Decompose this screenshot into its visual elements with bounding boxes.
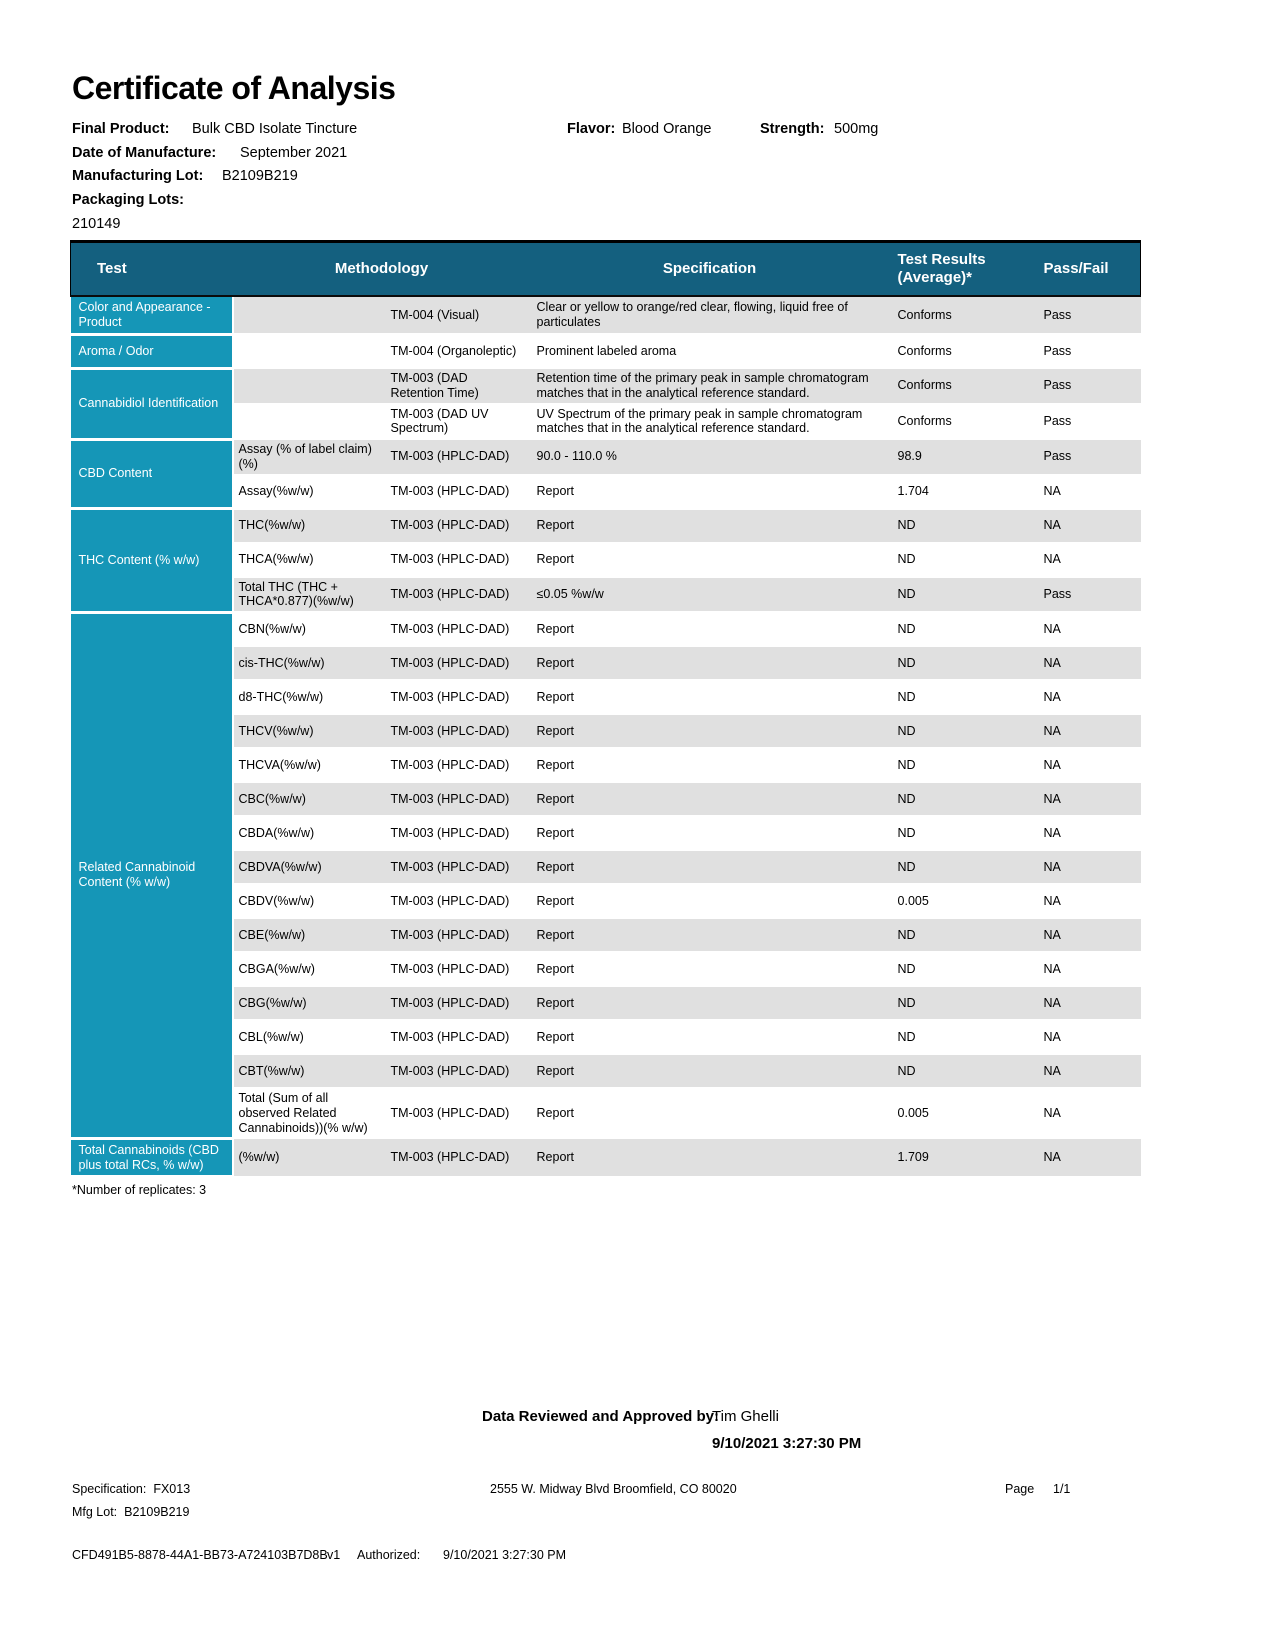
analyte-cell: CBG(%w/w): [233, 986, 386, 1020]
test-group-cell: Total Cannabinoids (CBD plus total RCs, % w/w): [71, 1138, 233, 1177]
passfail-cell: NA: [1031, 509, 1141, 543]
specification-cell: UV Spectrum of the primary peak in sample chromatogram matches that in the analytical reference standard.: [531, 404, 889, 440]
specification-cell: Report: [531, 850, 889, 884]
specification-cell: Report: [531, 816, 889, 850]
methodology-cell: TM-003 (HPLC-DAD): [386, 986, 531, 1020]
analyte-cell: Assay(%w/w): [233, 475, 386, 509]
coa-table: [70, 240, 1141, 1178]
methodology-cell: TM-004 (Organoleptic): [386, 334, 531, 368]
specification-cell: Report: [531, 1088, 889, 1138]
results-table-section: [70, 240, 1140, 1197]
approval-label: Data Reviewed and Approved by:: [482, 1408, 719, 1425]
specification-cell: Report: [531, 1020, 889, 1054]
methodology-cell: TM-003 (HPLC-DAD): [386, 1088, 531, 1138]
page-title: Certificate of Analysis: [72, 70, 396, 106]
result-cell: ND: [889, 612, 1031, 646]
passfail-cell: NA: [1031, 1138, 1141, 1177]
result-cell: ND: [889, 782, 1031, 816]
result-cell: ND: [889, 1020, 1031, 1054]
footer-page-number: 1/1: [1053, 1482, 1071, 1496]
passfail-cell: NA: [1031, 475, 1141, 509]
result-cell: 0.005: [889, 884, 1031, 918]
passfail-cell: NA: [1031, 543, 1141, 577]
test-group-cell: THC Content (% w/w): [71, 509, 233, 613]
product-info: [72, 121, 1202, 239]
coa-table-header: [71, 242, 1141, 297]
table-row: [71, 334, 1141, 368]
analyte-cell: THC(%w/w): [233, 509, 386, 543]
analyte-cell: [233, 334, 386, 368]
passfail-cell: NA: [1031, 612, 1141, 646]
test-group-cell: Related Cannabinoid Content (% w/w): [71, 612, 233, 1138]
analyte-cell: THCV(%w/w): [233, 714, 386, 748]
result-cell: ND: [889, 816, 1031, 850]
approval-datetime: 9/10/2021 3:27:30 PM: [712, 1435, 862, 1452]
result-cell: Conforms: [889, 368, 1031, 404]
specification-cell: Report: [531, 1138, 889, 1177]
footer-mfg-lot-value: B2109B219: [124, 1505, 190, 1519]
passfail-cell: NA: [1031, 646, 1141, 680]
passfail-cell: Pass: [1031, 368, 1141, 404]
methodology-cell: TM-003 (HPLC-DAD): [386, 543, 531, 577]
specification-cell: Report: [531, 475, 889, 509]
header-pass-fail: Pass/Fail: [1031, 242, 1141, 297]
table-row: [71, 612, 1141, 646]
strength-label: Strength:: [760, 121, 825, 137]
test-group-cell: Aroma / Odor: [71, 334, 233, 368]
strength-value: 500mg: [834, 121, 879, 137]
result-cell: ND: [889, 543, 1031, 577]
methodology-cell: TM-003 (HPLC-DAD): [386, 850, 531, 884]
footer-specification-label: Specification:: [72, 1482, 147, 1496]
specification-cell: Prominent labeled aroma: [531, 334, 889, 368]
flavor-label: Flavor:: [567, 121, 616, 137]
info-line-5: [72, 216, 1202, 240]
header-methodology: Methodology: [233, 242, 531, 297]
result-cell: ND: [889, 680, 1031, 714]
info-line-1: [72, 121, 1202, 145]
packaging-lots-label: Packaging Lots:: [72, 192, 184, 209]
result-cell: ND: [889, 646, 1031, 680]
methodology-cell: TM-003 (HPLC-DAD): [386, 782, 531, 816]
result-cell: ND: [889, 918, 1031, 952]
footer-mfg-lot-label: Mfg Lot:: [72, 1505, 118, 1519]
methodology-cell: TM-003 (HPLC-DAD): [386, 918, 531, 952]
table-row: [71, 296, 1141, 334]
analyte-cell: Total THC (THC + THCA*0.877)(%w/w): [233, 577, 386, 613]
analyte-cell: CBN(%w/w): [233, 612, 386, 646]
specification-cell: Report: [531, 782, 889, 816]
result-cell: ND: [889, 509, 1031, 543]
analyte-cell: THCA(%w/w): [233, 543, 386, 577]
specification-cell: Clear or yellow to orange/red clear, flowing, liquid free of particulates: [531, 296, 889, 334]
authorized-datetime: 9/10/2021 3:27:30 PM: [443, 1548, 567, 1562]
footer-mfg-lot: [72, 1505, 189, 1519]
specification-cell: Report: [531, 884, 889, 918]
methodology-cell: TM-003 (HPLC-DAD): [386, 1020, 531, 1054]
passfail-cell: NA: [1031, 1054, 1141, 1088]
result-cell: ND: [889, 1054, 1031, 1088]
replicates-footnote: *Number of replicates: 3: [72, 1183, 207, 1198]
packaging-lots-value: 210149: [72, 215, 121, 232]
methodology-cell: TM-003 (HPLC-DAD): [386, 680, 531, 714]
analyte-cell: CBC(%w/w): [233, 782, 386, 816]
date-of-manufacture-value: September 2021: [240, 144, 348, 161]
analyte-cell: CBL(%w/w): [233, 1020, 386, 1054]
table-row: [71, 368, 1141, 404]
specification-cell: Report: [531, 952, 889, 986]
analyte-cell: CBDV(%w/w): [233, 884, 386, 918]
result-cell: ND: [889, 748, 1031, 782]
analyte-cell: [233, 368, 386, 404]
passfail-cell: NA: [1031, 714, 1141, 748]
methodology-cell: TM-004 (Visual): [386, 296, 531, 334]
passfail-cell: NA: [1031, 782, 1141, 816]
specification-cell: 90.0 - 110.0 %: [531, 439, 889, 475]
analyte-cell: [233, 404, 386, 440]
specification-cell: Report: [531, 646, 889, 680]
passfail-cell: NA: [1031, 986, 1141, 1020]
specification-cell: Report: [531, 1054, 889, 1088]
passfail-cell: Pass: [1031, 577, 1141, 613]
footer-specification: [72, 1482, 190, 1496]
analyte-cell: Total (Sum of all observed Related Cannabinoids))(% w/w): [233, 1088, 386, 1138]
document-version: v1: [327, 1548, 341, 1562]
analyte-cell: CBE(%w/w): [233, 918, 386, 952]
approval-section: [72, 1408, 1202, 1468]
analyte-cell: THCVA(%w/w): [233, 748, 386, 782]
methodology-cell: TM-003 (HPLC-DAD): [386, 509, 531, 543]
passfail-cell: NA: [1031, 884, 1141, 918]
passfail-cell: NA: [1031, 1088, 1141, 1138]
methodology-cell: TM-003 (HPLC-DAD): [386, 816, 531, 850]
result-cell: 98.9: [889, 439, 1031, 475]
approver-name: Tim Ghelli: [712, 1408, 779, 1425]
analyte-cell: Assay (% of label claim)(%): [233, 439, 386, 475]
footer-specification-value: FX013: [153, 1482, 191, 1496]
table-row: [71, 1138, 1141, 1177]
passfail-cell: NA: [1031, 952, 1141, 986]
methodology-cell: TM-003 (HPLC-DAD): [386, 612, 531, 646]
final-product-value: Bulk CBD Isolate Tincture: [192, 121, 358, 137]
test-group-cell: Cannabidiol Identification: [71, 368, 233, 439]
passfail-cell: NA: [1031, 680, 1141, 714]
analyte-cell: (%w/w): [233, 1138, 386, 1177]
analyte-cell: CBGA(%w/w): [233, 952, 386, 986]
authorized-label: Authorized:: [357, 1548, 421, 1562]
methodology-cell: TM-003 (HPLC-DAD): [386, 714, 531, 748]
result-cell: ND: [889, 952, 1031, 986]
info-line-3: [72, 168, 1202, 192]
final-product-label: Final Product:: [72, 121, 170, 137]
specification-cell: Report: [531, 714, 889, 748]
manufacturing-lot-value: B2109B219: [222, 168, 298, 185]
table-row: [71, 439, 1141, 475]
methodology-cell: TM-003 (HPLC-DAD): [386, 952, 531, 986]
result-cell: 1.709: [889, 1138, 1031, 1177]
document-id: CFD491B5-8878-44A1-BB73-A724103B7D8B: [72, 1548, 328, 1562]
passfail-cell: NA: [1031, 918, 1141, 952]
analyte-cell: CBT(%w/w): [233, 1054, 386, 1088]
table-row: [71, 509, 1141, 543]
passfail-cell: NA: [1031, 748, 1141, 782]
specification-cell: Report: [531, 612, 889, 646]
info-line-2: [72, 145, 1202, 169]
methodology-cell: TM-003 (HPLC-DAD): [386, 1138, 531, 1177]
specification-cell: Report: [531, 543, 889, 577]
specification-cell: Report: [531, 680, 889, 714]
methodology-cell: TM-003 (HPLC-DAD): [386, 439, 531, 475]
analyte-cell: CBDVA(%w/w): [233, 850, 386, 884]
analyte-cell: [233, 296, 386, 334]
analyte-cell: CBDA(%w/w): [233, 816, 386, 850]
footer: [72, 1482, 1203, 1532]
methodology-cell: TM-003 (DAD Retention Time): [386, 368, 531, 404]
specification-cell: Report: [531, 748, 889, 782]
methodology-cell: TM-003 (DAD UV Spectrum): [386, 404, 531, 440]
result-cell: Conforms: [889, 296, 1031, 334]
header-test-results: Test Results (Average)*: [889, 242, 1031, 297]
methodology-cell: TM-003 (HPLC-DAD): [386, 1054, 531, 1088]
passfail-cell: NA: [1031, 850, 1141, 884]
methodology-cell: TM-003 (HPLC-DAD): [386, 884, 531, 918]
analyte-cell: cis-THC(%w/w): [233, 646, 386, 680]
result-cell: 0.005: [889, 1088, 1031, 1138]
result-cell: ND: [889, 577, 1031, 613]
footer-page-label: Page: [1005, 1482, 1035, 1496]
specification-cell: Report: [531, 509, 889, 543]
specification-cell: Retention time of the primary peak in sample chromatogram matches that in the analytical reference standard.: [531, 368, 889, 404]
methodology-cell: TM-003 (HPLC-DAD): [386, 577, 531, 613]
methodology-cell: TM-003 (HPLC-DAD): [386, 646, 531, 680]
passfail-cell: Pass: [1031, 296, 1141, 334]
result-cell: 1.704: [889, 475, 1031, 509]
header-specification: Specification: [531, 242, 889, 297]
result-cell: ND: [889, 850, 1031, 884]
specification-cell: Report: [531, 986, 889, 1020]
result-cell: Conforms: [889, 334, 1031, 368]
footer-address: 2555 W. Midway Blvd Broomfield, CO 80020: [490, 1482, 737, 1496]
result-cell: Conforms: [889, 404, 1031, 440]
header-test: Test: [71, 242, 233, 297]
result-cell: ND: [889, 714, 1031, 748]
coa-table-body: [71, 296, 1141, 1177]
passfail-cell: NA: [1031, 1020, 1141, 1054]
info-line-4: [72, 192, 1202, 216]
analyte-cell: d8-THC(%w/w): [233, 680, 386, 714]
specification-cell: Report: [531, 918, 889, 952]
passfail-cell: Pass: [1031, 334, 1141, 368]
passfail-cell: Pass: [1031, 439, 1141, 475]
flavor-value: Blood Orange: [622, 121, 712, 137]
manufacturing-lot-label: Manufacturing Lot:: [72, 168, 204, 185]
passfail-cell: Pass: [1031, 404, 1141, 440]
methodology-cell: TM-003 (HPLC-DAD): [386, 475, 531, 509]
test-group-cell: Color and Appearance - Product: [71, 296, 233, 334]
passfail-cell: NA: [1031, 816, 1141, 850]
specification-cell: ≤0.05 %w/w: [531, 577, 889, 613]
result-cell: ND: [889, 986, 1031, 1020]
methodology-cell: TM-003 (HPLC-DAD): [386, 748, 531, 782]
test-group-cell: CBD Content: [71, 439, 233, 509]
date-of-manufacture-label: Date of Manufacture:: [72, 144, 217, 161]
